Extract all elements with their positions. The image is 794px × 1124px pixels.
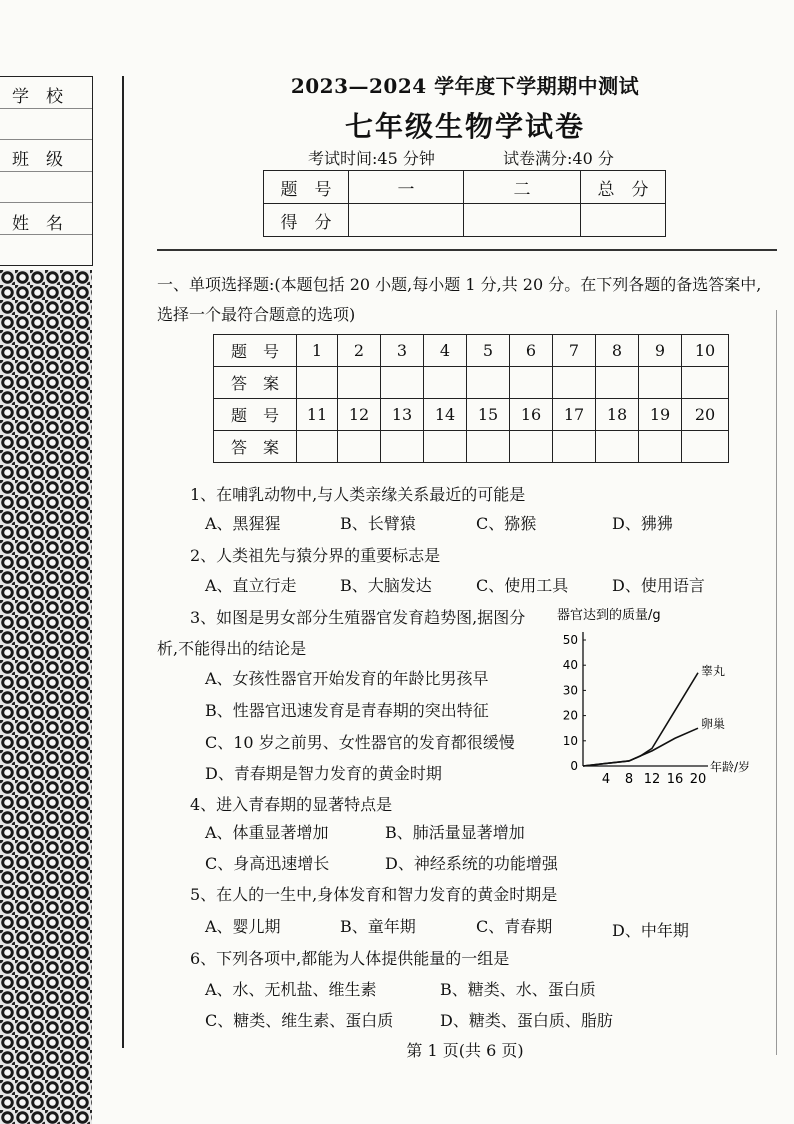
name-field (0, 204, 92, 235)
chart-ytick-label: 10 (562, 733, 578, 748)
option-5c[interactable]: C、青春期 (476, 917, 553, 936)
score-header-1: 一 (349, 171, 464, 204)
score-header-total: 总 分 (581, 171, 666, 204)
chart-xtick-label: 8 (624, 772, 634, 787)
answer-label-no: 题 号 (214, 399, 297, 431)
answer-cell[interactable] (338, 367, 381, 399)
answer-number: 3 (381, 335, 424, 367)
answer-cell[interactable] (381, 367, 424, 399)
answer-cell[interactable] (596, 431, 639, 463)
header-divider (157, 249, 777, 251)
chart-series-line (583, 673, 698, 766)
option-6b[interactable]: B、糖类、水、蛋白质 (440, 980, 596, 999)
score-cell[interactable] (349, 204, 464, 237)
answer-number: 16 (510, 399, 553, 431)
answer-cell[interactable] (510, 367, 553, 399)
answer-number: 14 (424, 399, 467, 431)
option-1a[interactable]: A、黑猩猩 (205, 514, 281, 533)
score-cell[interactable] (581, 204, 666, 237)
answer-number: 5 (467, 335, 510, 367)
option-4b[interactable]: B、肺活量显著增加 (385, 823, 525, 842)
organ-growth-chart (548, 600, 770, 795)
option-6c[interactable]: C、糖类、维生素、蛋白质 (205, 1011, 394, 1030)
chart-ytick-label: 30 (562, 683, 578, 698)
option-4c[interactable]: C、身高迅速增长 (205, 854, 330, 873)
class-field (0, 140, 92, 171)
answer-cell[interactable] (596, 367, 639, 399)
question-5: 5、在人的一生中,身体发育和智力发育的黄金时期是 (190, 885, 558, 904)
section-heading: 一、单项选择题:(本题包括 20 小题,每小题 1 分,共 20 分。在下列各题的备选答案中, (157, 275, 762, 294)
answer-cell[interactable] (510, 431, 553, 463)
chart-ytick-label: 0 (570, 759, 578, 773)
chart-xtick-label: 4 (601, 772, 611, 787)
question-4: 4、进入青春期的显著特点是 (190, 795, 393, 814)
option-5a[interactable]: A、婴儿期 (205, 917, 281, 936)
option-1c[interactable]: C、猕猴 (476, 514, 537, 533)
option-4a[interactable]: A、体重显著增加 (205, 823, 329, 842)
answer-label-ans: 答 案 (214, 367, 297, 399)
question-1: 1、在哺乳动物中,与人类亲缘关系最近的可能是 (190, 485, 526, 504)
binding-pattern (0, 270, 92, 1124)
option-2d[interactable]: D、使用语言 (612, 576, 705, 595)
option-2c[interactable]: C、使用工具 (476, 576, 569, 595)
answer-number: 17 (553, 399, 596, 431)
score-table (263, 170, 666, 237)
answer-cell[interactable] (467, 367, 510, 399)
school-label: 学 校 (12, 87, 63, 107)
answer-cell[interactable] (553, 367, 596, 399)
question-2: 2、人类祖先与猿分界的重要标志是 (190, 546, 441, 565)
answer-cell[interactable] (639, 431, 682, 463)
question-3: 3、如图是男女部分生殖器官发育趋势图,据图分 (190, 608, 526, 627)
chart-ylabel: 器官达到的质量/g (557, 608, 661, 623)
option-5d[interactable]: D、中年期 (612, 921, 689, 940)
answer-number: 18 (596, 399, 639, 431)
chart-ytick-label: 20 (562, 708, 578, 723)
option-1b[interactable]: B、长臂猿 (340, 514, 416, 533)
chart-xtick-label: 20 (689, 772, 707, 787)
chart-series-label: 睾丸 (701, 663, 726, 678)
student-info-box (0, 76, 93, 266)
chart-series-line (583, 728, 698, 766)
option-1d[interactable]: D、狒狒 (612, 514, 673, 533)
answer-cell[interactable] (682, 367, 729, 399)
score-header-no: 题 号 (264, 171, 349, 204)
chart-ytick-label: 40 (562, 658, 578, 673)
name-label: 姓 名 (12, 214, 63, 234)
page-footer: 第 1 页(共 6 页) (406, 1041, 524, 1060)
answer-number: 6 (510, 335, 553, 367)
option-2b[interactable]: B、大脑发达 (340, 576, 432, 595)
answer-number: 12 (338, 399, 381, 431)
answer-number: 19 (639, 399, 682, 431)
answer-cell[interactable] (424, 367, 467, 399)
answer-label-ans: 答 案 (214, 431, 297, 463)
chart-xtick-label: 12 (643, 772, 661, 787)
question-3-cont: 析,不能得出的结论是 (157, 639, 307, 658)
option-3b[interactable]: B、性器官迅速发育是青春期的突出特征 (205, 701, 489, 720)
answer-cell[interactable] (553, 431, 596, 463)
school-field (0, 77, 92, 108)
answer-number: 20 (682, 399, 729, 431)
answer-cell[interactable] (682, 431, 729, 463)
option-3a[interactable]: A、女孩性器官开始发育的年龄比男孩早 (205, 669, 489, 688)
option-4d[interactable]: D、神经系统的功能增强 (385, 854, 558, 873)
answer-number: 2 (338, 335, 381, 367)
question-6: 6、下列各项中,都能为人体提供能量的一组是 (190, 949, 510, 968)
option-3d[interactable]: D、青春期是智力发育的黄金时期 (205, 764, 442, 783)
exam-title: 2023—2024 学年度下学期期中测试 (290, 74, 640, 98)
exam-time: 考试时间:45 分钟 (308, 149, 435, 168)
answer-number: 4 (424, 335, 467, 367)
option-3c[interactable]: C、10 岁之前男、女性器官的发育都很缓慢 (205, 733, 515, 752)
right-margin-line (776, 310, 777, 1055)
score-cell[interactable] (464, 204, 581, 237)
chart-series-label: 卵巢 (701, 717, 726, 732)
answer-number: 15 (467, 399, 510, 431)
answer-table (213, 334, 729, 463)
answer-number: 1 (297, 335, 338, 367)
option-5b[interactable]: B、童年期 (340, 917, 416, 936)
answer-number: 7 (553, 335, 596, 367)
answer-number: 8 (596, 335, 639, 367)
option-6a[interactable]: A、水、无机盐、维生素 (205, 980, 377, 999)
answer-label-no: 题 号 (214, 335, 297, 367)
score-header-2: 二 (464, 171, 581, 204)
answer-cell[interactable] (381, 431, 424, 463)
answer-cell[interactable] (297, 367, 338, 399)
exam-subject: 七年级生物学试卷 (344, 110, 585, 143)
answer-cell[interactable] (639, 367, 682, 399)
answer-number: 9 (639, 335, 682, 367)
binding-line (122, 76, 124, 1048)
section-heading-cont: 选择一个最符合题意的选项) (157, 305, 356, 324)
exam-full-score: 试卷满分:40 分 (503, 149, 614, 168)
option-6d[interactable]: D、糖类、蛋白质、脂肪 (440, 1011, 613, 1030)
option-2a[interactable]: A、直立行走 (205, 576, 297, 595)
answer-cell[interactable] (467, 431, 510, 463)
answer-cell[interactable] (297, 431, 338, 463)
answer-number: 11 (297, 399, 338, 431)
answer-number: 13 (381, 399, 424, 431)
chart-ytick-label: 50 (562, 633, 578, 647)
score-row-label: 得 分 (264, 204, 349, 237)
chart-xtick-label: 16 (666, 772, 684, 787)
answer-cell[interactable] (338, 431, 381, 463)
chart-xlabel: 年龄/岁 (710, 760, 751, 774)
answer-cell[interactable] (424, 431, 467, 463)
answer-number: 10 (682, 335, 729, 367)
class-label: 班 级 (12, 150, 63, 170)
